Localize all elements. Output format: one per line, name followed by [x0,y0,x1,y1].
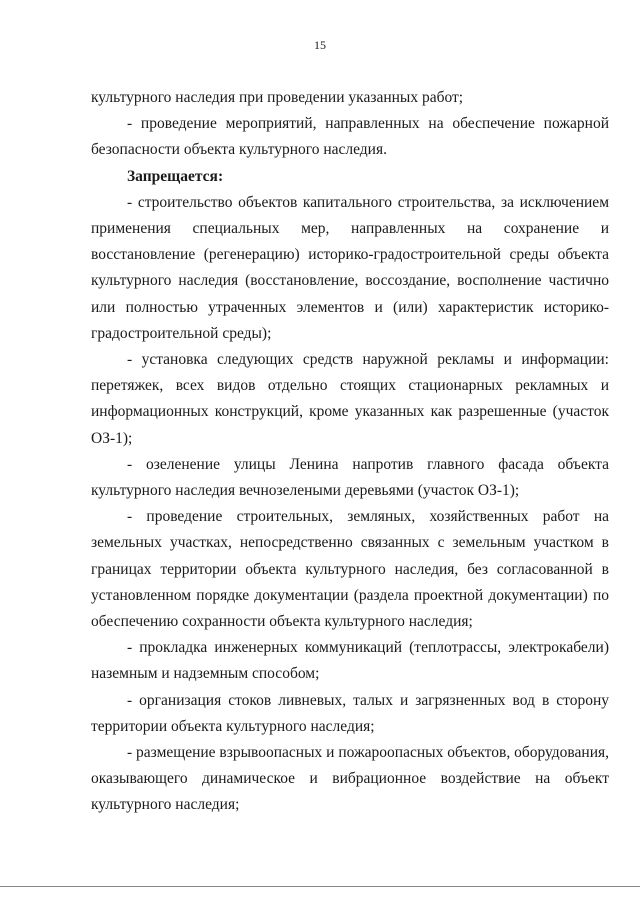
list-item-drainage: - организация стоков ливневых, талых и загрязненных вод в сторону территории объекта культурного наследия; [91,691,609,735]
page-bottom-edge [0,886,640,887]
list-item-advertising: - установка следующих средств наружной рекламы и информации: перетяжек, всех видов отдельно стоящих стационарных рекламных и информационных конструкций, кроме указанных как разрешенные (участок ОЗ-1); [91,351,609,447]
list-item-greening: - озеленение улицы Ленина напротив главного фасада объекта культурного наследия вечнозелеными деревьями (участок ОЗ-1); [91,455,609,500]
list-item-utilities: - прокладка инженерных коммуникаций (теплотрассы, электрокабели) наземным и надземным способом; [91,639,609,683]
paragraph-continuation: культурного наследия при проведении указанных работ; [91,89,464,106]
page-number: 15 [314,38,326,52]
list-item-construction: - строительство объектов капитального строительства, за исключением применения специальных мер, направленных на сохранение и восстановление (регенерацию) историко-градостроительной среды объекта культурного наследия (восстановление, воссоздание, восполнение частично или полностью утраченных элементов и (или) характеристик историко-градостроительной среды); [91,193,609,342]
document-body [91,85,609,819]
list-item-hazardous-objects: - размещение взрывоопасных и пожароопасных объектов, оборудования, оказывающего динамическое и вибрационное воздействие на объект культурного наследия; [91,744,609,814]
list-item-earthworks: - проведение строительных, земляных, хозяйственных работ на земельных участках, непосредственно связанных с земельным участком в границах территории объекта культурного наследия, без согласованной в установленном порядке документации (раздела проектной документации) по обеспечению сохранности объекта культурного наследия; [91,508,609,631]
section-heading-prohibited: Запрещается: [127,167,224,185]
paragraph-fire-safety: - проведение мероприятий, направленных на обеспечение пожарной безопасности объекта культурного наследия. [91,115,609,159]
